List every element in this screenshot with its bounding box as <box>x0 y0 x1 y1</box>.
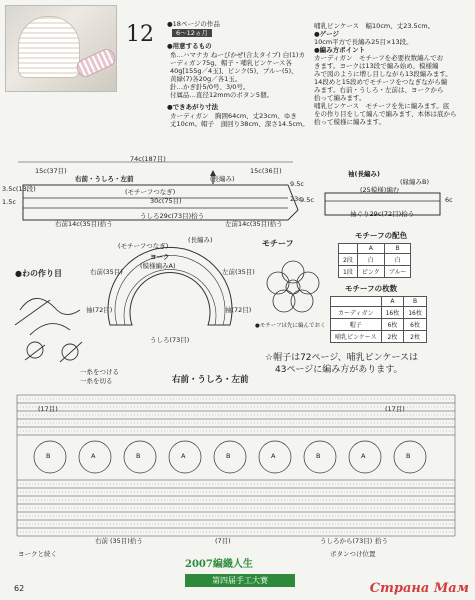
body-rows3: 9.5c <box>290 180 304 188</box>
button-position: ボタンつけ位置 <box>330 550 376 558</box>
motif-letter-3: B <box>136 452 141 460</box>
body-rows2: 1.5c <box>2 198 16 206</box>
motif-letter-4: A <box>181 452 186 460</box>
yoke-back: うしろ(73目) <box>150 336 190 344</box>
yoke-left: 左前(35目) <box>222 268 255 276</box>
color-table: A B 2段 白 白 1段 ピンク ブルー <box>338 243 411 278</box>
instructions-column: 哺乳ピンケース 幅10cm、丈23.5cm。 ●ゲージ 10cm平方で長編み25目×13段。 ●編み方ポイント カーディガン モチーフを必要枚数編んでお きます。ヨークは13段で編み始め、模様編 みで図のように増し目しながら13段編みます。 14段めと15段めでモチーフをつなぎながら編 みます。右前・うしろ・左前は、ヨークから 拾って編みます。 哺乳ピンケース モチーフを先に編みます。底 をの作り目をして編んで編みます、本体は底から 拾って模様に編みます。 <box>314 22 457 126</box>
chart-bottom-left: ヨークと続く <box>18 550 57 558</box>
sleeve-rows: 9.5c <box>300 196 314 204</box>
yoke-schematic <box>90 230 250 350</box>
motif-letter-2: A <box>91 452 96 460</box>
yoke-title: ヨーク <box>150 253 170 261</box>
motif-letter-6: A <box>271 452 276 460</box>
motif-letter-8: A <box>361 452 366 460</box>
chart-title: 右前・うしろ・左前 <box>172 375 249 385</box>
flower-motif-icon <box>258 252 328 322</box>
chart-right-count: 拾う <box>375 537 388 545</box>
body-rows1: 3.5c(13段) <box>2 185 36 193</box>
motif-letter-7: B <box>316 452 321 460</box>
pattern-number: 12 <box>126 22 154 47</box>
motif-letter-1: B <box>46 452 51 460</box>
sleeve-edge: 6c <box>445 196 453 204</box>
legend-cut: 一糸を切る <box>80 377 113 385</box>
cardigan-image <box>18 16 80 78</box>
yoke-motif: (モチーフつなぎ) <box>118 242 169 250</box>
age-badge: 6～12ヵ月 <box>172 29 212 37</box>
color-table-title: モチーフの配色 <box>355 231 408 240</box>
dimensions-list: カーディガン 胸囲64cm、丈23cm、ゆき 丈10cm。帽子 頭回り38cm、深さ14.5cm。 <box>170 112 309 128</box>
watermark: Страна Мам <box>369 581 469 596</box>
yoke-sleeve-right: 袖(72目) <box>225 306 252 314</box>
body-right-front: 左前14c(35目)拾う <box>225 220 283 228</box>
yoke-pattern: (長編み) <box>188 236 213 244</box>
yoke-subtitle: (模様編みA) <box>140 262 176 270</box>
body-left-front: 右前14c(35目)拾う <box>55 220 113 228</box>
body-title: 右前・うしろ・左前 <box>75 175 134 183</box>
body-subwidth: 15c(37目) <box>35 167 67 175</box>
chart-left-count: (35目)拾う <box>110 537 143 545</box>
body-width: 74c(187目) <box>130 155 166 163</box>
chart-count-right: (17目) <box>385 405 405 413</box>
materials-title: ●用意するもの <box>167 42 212 50</box>
yoke-sleeve-left: 袖(72目) <box>86 306 113 314</box>
chart-right-label: うしろから(73目) <box>320 537 373 545</box>
count-table-title: モチーフの枚数 <box>345 284 398 293</box>
sleeve-bottom: 袖ぐり29c(72目)拾う <box>350 210 415 218</box>
motif-letter-9: B <box>406 452 411 460</box>
chart-count-left: (17目) <box>38 405 58 413</box>
count-table: A B カーディガン 16枚 16枚 帽子 6枚 6枚 哺乳ピンケース 2枚 2枚 <box>330 296 427 343</box>
body-pattern: (長編み) <box>210 175 235 183</box>
materials-list: 糸…ハマナカ ねーびかぜ(合太タイプ) 白(1)カ ーディガン75g、帽子・哺乳ピンケース各 40g[155g／4玉]、ピンク(5)、ブルー(5)、 黄緑(7)各20g／各1玉。 針…かぎ針5/0号、3/0号。 付属品…直径12mmのボタン5個。 <box>170 51 305 99</box>
body-motif: (モチーフつなぎ) <box>125 188 176 196</box>
loop-title: ●わの作り目 <box>15 269 62 278</box>
legend-attach: 一糸をつける <box>80 368 119 376</box>
note-line1: ☆帽子は72ページ、哺乳ビンケースは <box>265 353 418 363</box>
motif-title: モチーフ <box>262 239 294 248</box>
motif-letter-5: B <box>226 452 231 460</box>
chart-left-label: 右前 <box>95 537 108 545</box>
bottle-case-image <box>74 46 117 79</box>
yoke-right: 右前(35目) <box>90 268 123 276</box>
sleeve-width: (25模様)編む <box>360 186 400 194</box>
note-line2: 43ページに編み方があります。 <box>275 365 403 375</box>
dimensions-title: ●できあがり寸法 <box>167 103 219 111</box>
contest-stamp: 2007編織人生 第四届手工大赛 <box>185 555 295 593</box>
product-photo <box>5 5 117 92</box>
motif-note: ●モチーフは先に編んでおく <box>255 323 326 329</box>
ref-page: ●18ページの作品 <box>167 20 220 28</box>
body-side: 23c <box>290 195 302 203</box>
body-bottom: うしろ29c(73目)拾う <box>140 212 205 220</box>
sleeve-subtitle: (縁編みB) <box>400 178 430 186</box>
body-center: 30c(75目) <box>150 197 182 205</box>
chart-count-center: (7目) <box>215 537 231 545</box>
loop-illustration <box>10 280 95 370</box>
body-inner: 15c(36目) <box>250 167 282 175</box>
page-number: 62 <box>14 584 25 593</box>
sleeve-title: 袖(長編み) <box>348 170 380 178</box>
